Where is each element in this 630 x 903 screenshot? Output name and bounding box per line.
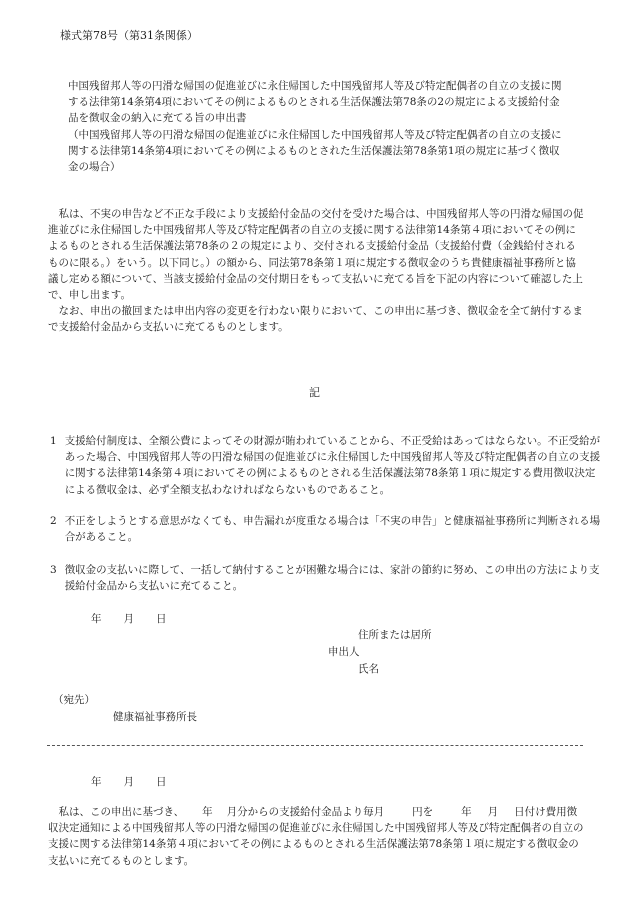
item-number: 3 <box>50 564 57 576</box>
address-label: 住所または居所 <box>358 629 432 641</box>
application-date <box>91 612 167 626</box>
consent-text-2: 月分からの支援給付金品より毎月 <box>226 806 385 818</box>
addressee-office: 健康福祉事務所長 <box>113 711 197 723</box>
consent-month-label: 月 <box>487 806 499 818</box>
date-month-label: 月 <box>123 613 134 625</box>
item-text: 不正をしようとする意思がなくても、申告漏れが度重なる場合は「不実の申告」と健康福祉事務所に判断される場合があること。 <box>64 515 601 544</box>
consent-year-label-2: 年 <box>461 806 472 818</box>
date-year-label: 年 <box>91 776 102 788</box>
consent-year-label: 年 <box>202 806 213 818</box>
date-year-label: 年 <box>91 613 102 625</box>
form-number: 様式第78号（第31条関係） <box>60 29 198 42</box>
addressee-label: （宛先） <box>53 694 95 706</box>
cut-line-divider <box>47 745 583 746</box>
item-text: 支援給付制度は、全額公費によってその財源が賄われていることから、不正受給はあってはならない。不正受給があった場合、中国残留邦人等の円滑な帰国の促進並びに永住帰国した中国残留邦人等及び特定配偶者の自立の支援に関する法律第14条第４項においてその例によるものとされる生活保護法第78条第１項に規定する費用徴収決定による徴収金は、必ず全額支払わなければならないものであること。 <box>64 435 601 496</box>
item-text: 徴収金の支払いに際して、一括して納付することが困難な場合には、家計の節約に努め、この申出の方法により支援給付金品から支払いに充てること。 <box>64 564 600 593</box>
title-subtitle: （中国残留邦人等の円滑な帰国の促進並びに永住帰国した中国残留邦人等及び特定配偶者の自立の支援に関する法律第14条第4項においてその例によるものとされた生活保護法第78条第1項の規定に基づく徴収金の場合） <box>68 128 562 174</box>
item-number: 2 <box>50 515 57 527</box>
date-month-label: 月 <box>123 776 134 788</box>
confirmation-item-1 <box>50 433 602 498</box>
item-number: 1 <box>50 435 57 447</box>
declaration-paragraph-1: 私は、不実の申告など不正な手段により支援給付金品の交付を受けた場合は、中国残留邦人等の円滑な帰国の促進並びに永住帰国した中国残留邦人等及び特定配偶者の自立の支援に関する法律第14条第４項においてその例によるものとされる生活保護法第78条の２の規定により、交付される支援給付金品（支援給付費（金銭給付されるものに限る。）をいう。以下同じ。）の額から、同法第78条第１項に規定する徴収金のうち貴健康福祉事務所と協議し定める額について、当該支援給付金品の交付期日をもって支払いに充てる旨を下記の内容について確認した上で、申し出ます。 <box>48 208 584 302</box>
confirmation-item-3 <box>50 562 602 594</box>
title-main: 中国残留邦人等の円滑な帰国の促進並びに永住帰国した中国残留邦人等及び特定配偶者の自立の支援に関する法律第14条第4項においてその例によるものとされる生活保護法第78条の2の規定による支援給付金品を徴収金の納入に充てる旨の申出書 <box>68 80 562 125</box>
consent-statement <box>48 804 585 869</box>
ki-heading: 記 <box>309 386 320 399</box>
date-day-label: 日 <box>156 776 167 788</box>
document-title <box>68 78 562 175</box>
consent-yen-label: 円を <box>412 806 434 818</box>
declaration-paragraph-2: なお、申出の撤回または申出内容の変更を行わない限りにおいて、この申出に基づき、徴収金を全て納付するまで支援給付金品から支払いに充てるものとします。 <box>48 305 583 334</box>
consent-date <box>91 775 167 789</box>
applicant-label: 申出人 <box>328 646 360 658</box>
confirmation-item-2 <box>50 513 602 545</box>
consent-text-1: 私は、この申出に基づき、 <box>58 806 185 818</box>
date-day-label: 日 <box>156 613 167 625</box>
name-label: 氏名 <box>358 663 379 675</box>
consent-text-3: 日付け費用徴収決定通知による中国残留邦人等の円滑な帰国の促進並びに永住帰国した中国残留邦人等及び特定配偶者の自立の支援に関する法律第14条第４項においてその例によるものとされる生活保護法第78条第１項に規定する徴収金の支払いに充てるものとします。 <box>48 806 584 867</box>
